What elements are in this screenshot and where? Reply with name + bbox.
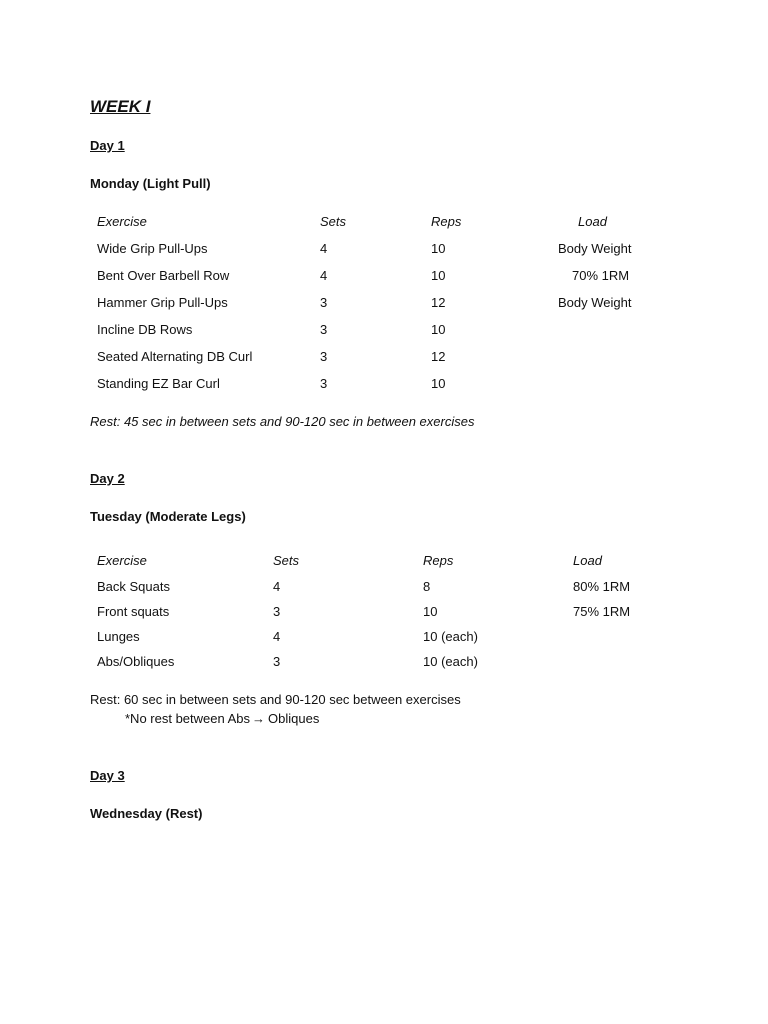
- day-3-name: Wednesday (Rest): [90, 806, 203, 821]
- reps-cell: 10: [431, 268, 446, 283]
- reps-cell: 10: [431, 241, 446, 256]
- day-2-heading: Day 2: [90, 471, 125, 486]
- day-3-heading: Day 3: [90, 768, 125, 783]
- sets-cell: 4: [320, 268, 328, 283]
- exercise-cell: Back Squats: [97, 579, 170, 594]
- sets-cell: 3: [320, 295, 328, 310]
- abs-note-text-obliques: Obliques: [268, 711, 320, 726]
- exercise-cell: Wide Grip Pull-Ups: [97, 241, 208, 256]
- reps-cell: 10 (each): [423, 629, 478, 644]
- load-cell: Body Weight: [558, 241, 632, 256]
- sets-cell: 3: [320, 349, 328, 364]
- reps-cell: 10: [423, 604, 438, 619]
- exercise-cell: Incline DB Rows: [97, 322, 193, 337]
- exercise-cell: Standing EZ Bar Curl: [97, 376, 220, 391]
- sets-cell: 4: [273, 579, 281, 594]
- day-1-heading: Day 1: [90, 138, 125, 153]
- exercise-cell: Front squats: [97, 604, 170, 619]
- load-cell: Body Weight: [558, 295, 632, 310]
- day-2-abs-note: [125, 712, 319, 725]
- day-1-name: Monday (Light Pull): [90, 176, 211, 191]
- sets-cell: 4: [320, 241, 328, 256]
- day-1-rest-note: Rest: 45 sec in between sets and 90-120 sec in between exercises: [90, 414, 475, 429]
- header-reps: Reps: [431, 214, 462, 229]
- sets-cell: 3: [273, 604, 281, 619]
- exercise-cell: Lunges: [97, 629, 140, 644]
- exercise-cell: Hammer Grip Pull-Ups: [97, 295, 228, 310]
- header-load: Load: [573, 553, 602, 568]
- reps-cell: 12: [431, 349, 446, 364]
- header-reps: Reps: [423, 553, 454, 568]
- sets-cell: 4: [273, 629, 281, 644]
- header-load: Load: [578, 214, 607, 229]
- header-exercise: Exercise: [97, 214, 147, 229]
- reps-cell: 12: [431, 295, 446, 310]
- sets-cell: 3: [273, 654, 281, 669]
- week-title: WEEK I: [90, 97, 151, 116]
- exercise-cell: Abs/Obliques: [97, 654, 175, 669]
- abs-note-text: *No rest between Abs: [125, 711, 251, 726]
- reps-cell: 10: [431, 376, 446, 391]
- load-cell: 80% 1RM: [573, 579, 631, 594]
- exercise-cell: Seated Alternating DB Curl: [97, 349, 253, 364]
- reps-cell: 10 (each): [423, 654, 478, 669]
- day-2-name: Tuesday (Moderate Legs): [90, 509, 246, 524]
- day-2-rest-note: Rest: 60 sec in between sets and 90-120 sec between exercises: [90, 692, 461, 707]
- load-cell: 70% 1RM: [572, 268, 630, 283]
- reps-cell: 10: [431, 322, 446, 337]
- header-exercise: Exercise: [97, 553, 147, 568]
- arrow-right-icon: →: [252, 711, 266, 726]
- header-sets: Sets: [320, 214, 347, 229]
- exercise-cell: Bent Over Barbell Row: [97, 268, 230, 283]
- reps-cell: 8: [423, 579, 431, 594]
- sets-cell: 3: [320, 376, 328, 391]
- header-sets: Sets: [273, 553, 300, 568]
- load-cell: 75% 1RM: [573, 604, 631, 619]
- sets-cell: 3: [320, 322, 328, 337]
